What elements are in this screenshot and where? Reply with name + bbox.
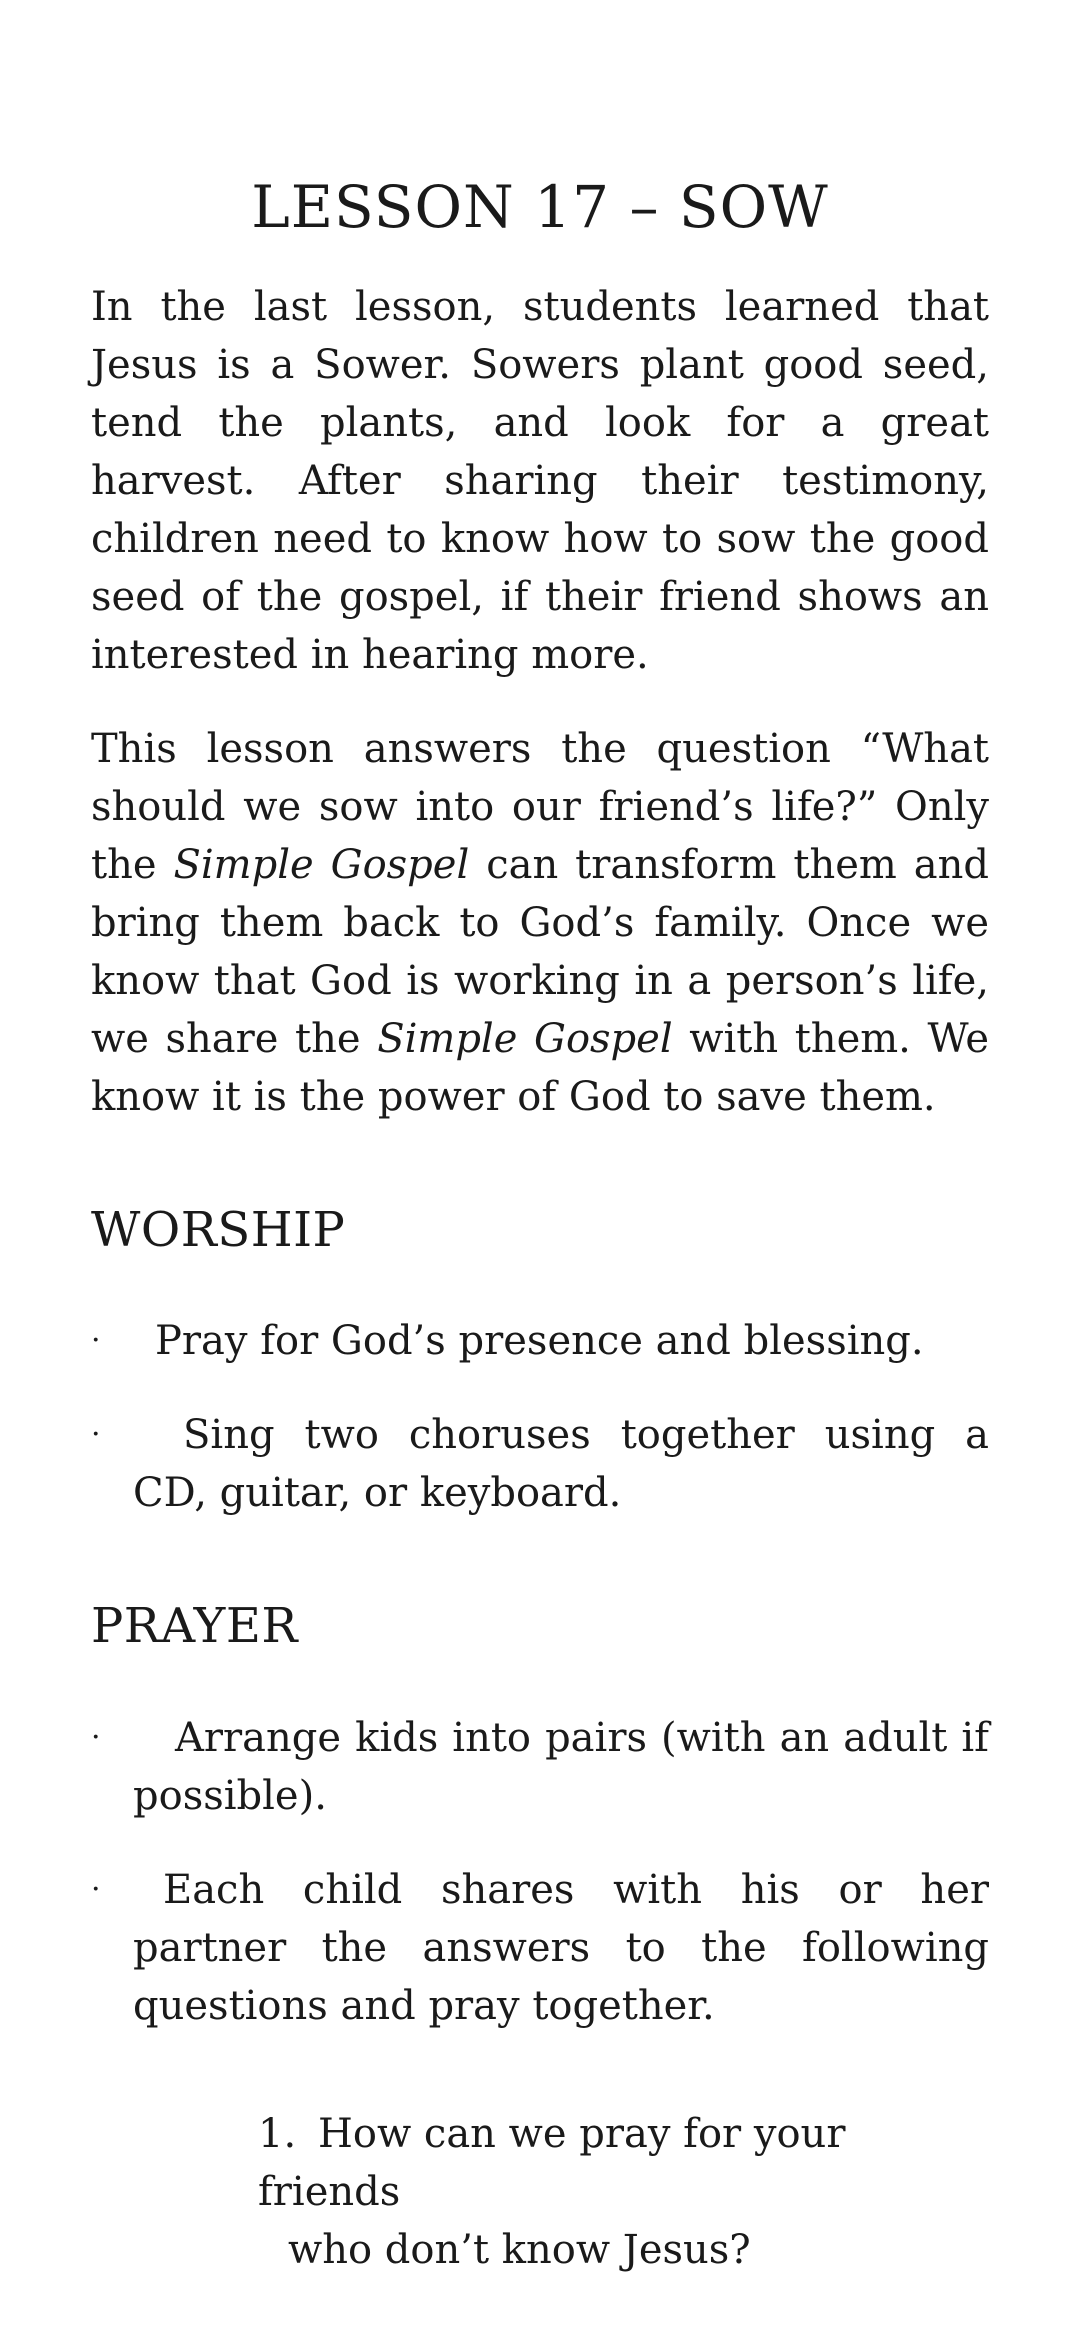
prayer-list-item: [91, 1709, 989, 1825]
intro-paragraph-2: [91, 720, 989, 1126]
question-number: 1.: [258, 2111, 297, 2157]
prayer-item-text: Each child shares with his or her partner the answers to the following questions and pray together.: [133, 1867, 989, 2029]
question-line-2: who don’t know Jesus?: [288, 2227, 751, 2273]
numbered-question-item: [258, 2105, 989, 2279]
bullet-icon: ·: [91, 1720, 101, 1755]
prayer-heading: PRAYER: [91, 1598, 299, 1654]
worship-list-item: [91, 1406, 989, 1522]
bullet-icon: ·: [91, 1872, 101, 1907]
intro-paragraph-2-text: This lesson answers the question “What should we sow into our friend’s life?” Only the: [91, 726, 989, 888]
worship-item-text: Sing two choruses together using a CD, guitar, or keyboard.: [133, 1412, 989, 1516]
prayer-item-text: Arrange kids into pairs (with an adult if possible).: [133, 1715, 989, 1819]
simple-gospel-emphasis: Simple Gospel: [173, 842, 470, 888]
intro-paragraph-1: In the last lesson, students learned that Jesus is a Sower. Sowers plant good seed, tend the plants, and look for a great harvest. After sharing their testimony, children need to know how to sow the good seed of the gospel, if their friend shows an interested in hearing more.: [91, 284, 989, 678]
question-line-1: [258, 2111, 845, 2215]
lesson-title: LESSON 17 – SOW: [251, 173, 829, 241]
worship-list-item: [91, 1312, 989, 1370]
worship-heading: WORSHIP: [91, 1202, 346, 1258]
bullet-icon: ·: [91, 1417, 101, 1452]
bullet-icon: ·: [91, 1323, 101, 1358]
intro-paragraph-2-text: with them. We know it is the power of God to save them.: [91, 1016, 990, 1120]
simple-gospel-emphasis: Simple Gospel: [377, 1016, 673, 1062]
intro-paragraph-2-text: can transform them and bring them back to God’s family. Once we know that God is working in a person’s life, we share the: [91, 842, 989, 1062]
prayer-list-item: [91, 1861, 989, 2035]
worship-item-text: Pray for God’s presence and blessing.: [155, 1318, 924, 1364]
question-text: How can we pray for your friends: [258, 2111, 846, 2215]
